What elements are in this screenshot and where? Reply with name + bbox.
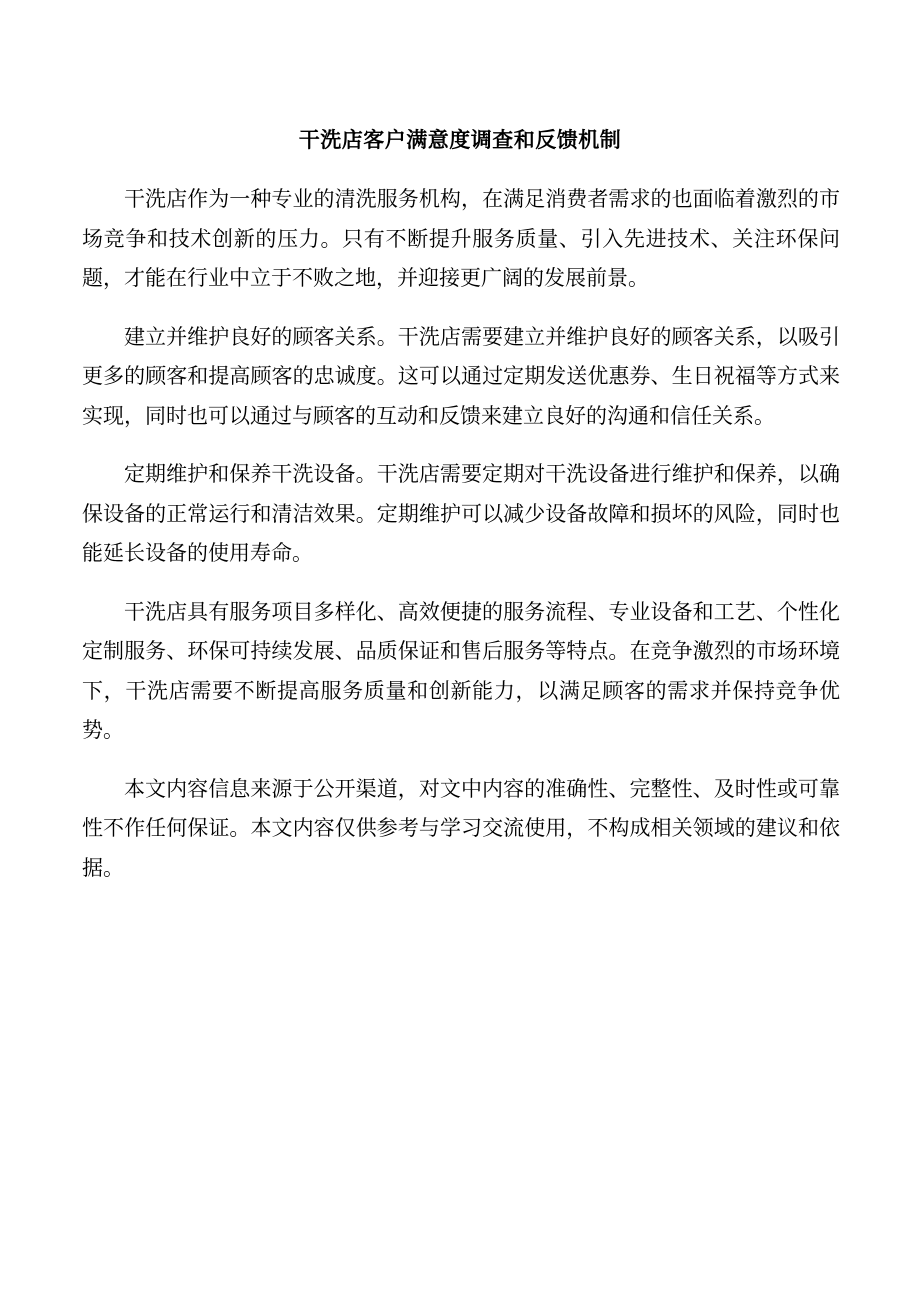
paragraph-intro: 干洗店作为一种专业的清洗服务机构，在满足消费者需求的也面临着激烈的市场竞争和技术创新的压力。只有不断提升服务质量、引入先进技术、关注环保问题，才能在行业中立于不败之地，并迎接更广阔的发展前景。 [82,187,840,290]
paragraph-disclaimer: 本文内容信息来源于公开渠道，对文中内容的准确性、完整性、及时性或可靠性不作任何保证。本文内容仅供参考与学习交流使用，不构成相关领域的建议和依据。 [82,776,840,880]
document-title: 干洗店客户满意度调查和反馈机制 [298,128,622,152]
paragraph-features: 干洗店具有服务项目多样化、高效便捷的服务流程、专业设备和工艺、个性化定制服务、环保可持续发展、品质保证和售后服务等特点。在竞争激烈的市场环境下，干洗店需要不断提高服务质量和创新能力，以满足顾客的需求并保持竞争优势。 [82,599,840,742]
paragraph-equipment-maintenance: 定期维护和保养干洗设备。干洗店需要定期对干洗设备进行维护和保养，以确保设备的正常运行和清洁效果。定期维护可以减少设备故障和损坏的风险，同时也能延长设备的使用寿命。 [82,462,840,565]
paragraph-customer-relations: 建立并维护良好的顾客关系。干洗店需要建立并维护良好的顾客关系，以吸引更多的顾客和提高顾客的忠诚度。这可以通过定期发送优惠券、生日祝福等方式来实现，同时也可以通过与顾客的互动和反馈来建立良好的沟通和信任关系。 [82,324,840,428]
document-body [82,180,840,907]
